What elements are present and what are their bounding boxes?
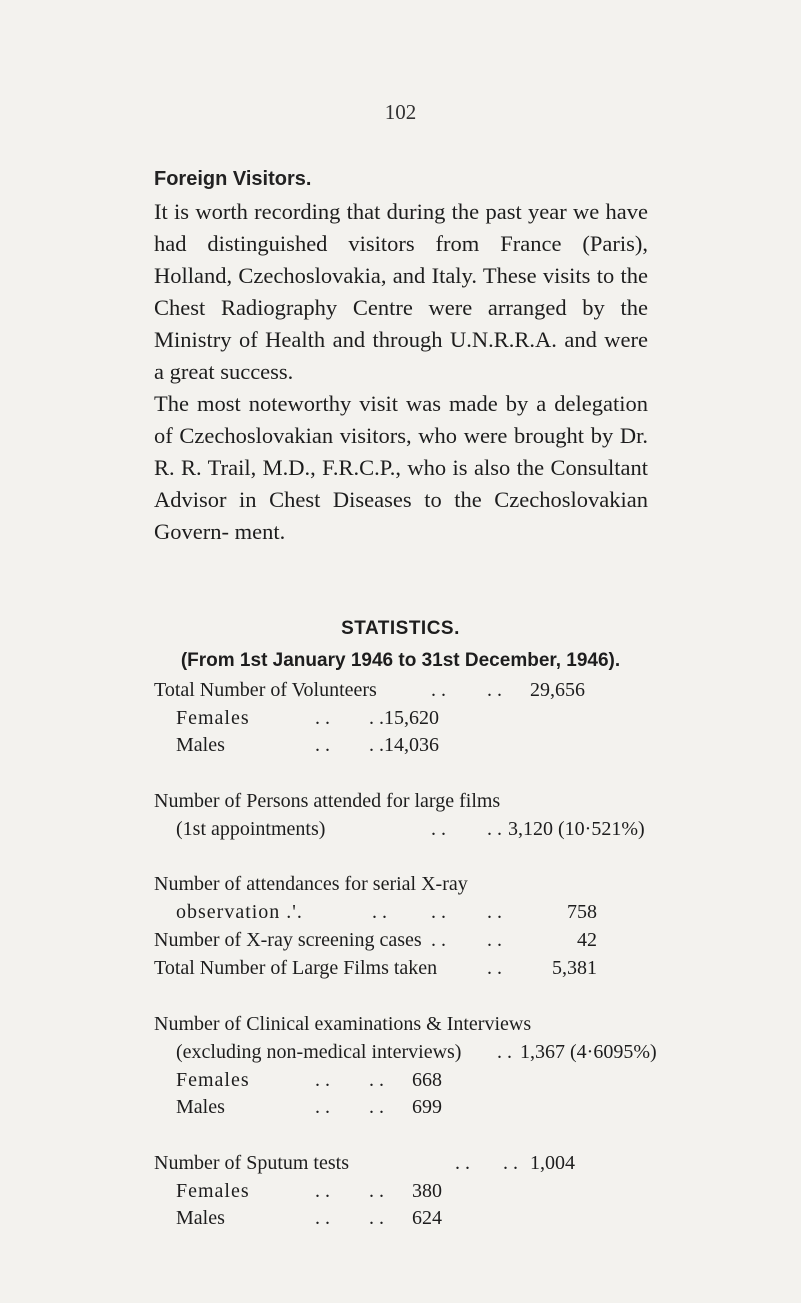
screening-cases-value: 42	[577, 929, 597, 951]
clinical-females-label: Females	[176, 1069, 250, 1091]
total-volunteers-value: 29,656	[530, 679, 585, 701]
clinical-value: 1,367 (4·6095%)	[520, 1041, 657, 1063]
leader-dots: . .	[431, 818, 446, 840]
leader-dots: . .	[369, 1180, 384, 1202]
leader-dots: . .	[487, 929, 502, 951]
leader-dots: . .	[487, 818, 502, 840]
sputum-females-label: Females	[176, 1180, 250, 1202]
sputum-females-value: 380	[412, 1180, 442, 1202]
sputum-value: 1,004	[530, 1152, 575, 1174]
large-films-taken-value: 5,381	[552, 957, 597, 979]
leader-dots: . .	[369, 1096, 384, 1118]
volunteers-females-label: Females	[176, 707, 250, 729]
page-number: 102	[384, 100, 417, 124]
volunteers-males-label: Males	[176, 734, 225, 756]
large-films-taken-label: Total Number of Large Films taken	[154, 957, 438, 979]
leader-dots: . .	[372, 901, 387, 923]
clinical-label: Number of Clinical examinations & Interviews	[154, 1013, 532, 1035]
leader-dots: . .	[369, 707, 384, 729]
total-volunteers-label: Total Number of Volunteers	[154, 679, 377, 701]
leader-dots: . .	[431, 901, 446, 923]
leader-dots: . .	[315, 1207, 330, 1229]
leader-dots: . .	[369, 1207, 384, 1229]
leader-dots: . .	[369, 1069, 384, 1091]
serial-xray-label-cont: observation .'.	[176, 901, 303, 923]
sputum-males-label: Males	[176, 1207, 225, 1229]
paragraph-foreign-visitors: It is worth recording that during the past year we have had distinguished visitors from France (Paris), Holland, Czechoslovakia, and Italy. These visits to the Chest Radiography Centre were arranged by the Ministry of Health and through U.N.R.R.A. and were a great success.	[154, 199, 648, 384]
volunteers-females-value: 15,620	[384, 707, 439, 729]
serial-xray-label: Number of attendances for serial X-ray	[154, 873, 468, 895]
sputum-label: Number of Sputum tests	[154, 1152, 349, 1174]
screening-cases-label: Number of X-ray screening cases	[154, 929, 422, 951]
leader-dots: . .	[369, 734, 384, 756]
large-films-value: 3,120 (10·521%)	[508, 818, 645, 840]
leader-dots: . .	[455, 1152, 470, 1174]
leader-dots: . .	[315, 1096, 330, 1118]
leader-dots: . .	[315, 707, 330, 729]
section-heading: Foreign Visitors.	[154, 168, 312, 190]
clinical-females-value: 668	[412, 1069, 442, 1091]
leader-dots: . .	[431, 679, 446, 701]
statistics-title: STATISTICS.	[341, 618, 460, 639]
clinical-males-value: 699	[412, 1096, 442, 1118]
leader-dots: . .	[487, 957, 502, 979]
leader-dots: . .	[315, 734, 330, 756]
sputum-males-value: 624	[412, 1207, 442, 1229]
clinical-males-label: Males	[176, 1096, 225, 1118]
leader-dots: . .	[315, 1069, 330, 1091]
leader-dots: . .	[487, 679, 502, 701]
volunteers-males-value: 14,036	[384, 734, 439, 756]
clinical-label-cont: (excluding non-medical interviews)	[176, 1041, 462, 1063]
paragraph-delegation: The most noteworthy visit was made by a delegation of Czechoslovakian visitors, who were brought by Dr. R. R. Trail, M.D., F.R.C.P., who is also the Consultant Advisor in Chest Diseases to the Czechoslovakian Govern- ment.	[154, 391, 648, 544]
statistics-subtitle: (From 1st January 1946 to 31st December, 1946).	[180, 650, 621, 671]
leader-dots: . .	[315, 1180, 330, 1202]
serial-xray-value: 758	[567, 901, 597, 923]
large-films-label-cont: (1st appointments)	[176, 818, 326, 840]
leader-dots: . .	[487, 901, 502, 923]
leader-dots: . .	[497, 1041, 512, 1063]
leader-dots: . .	[431, 929, 446, 951]
leader-dots: . .	[503, 1152, 518, 1174]
large-films-label: Number of Persons attended for large films	[154, 790, 501, 812]
